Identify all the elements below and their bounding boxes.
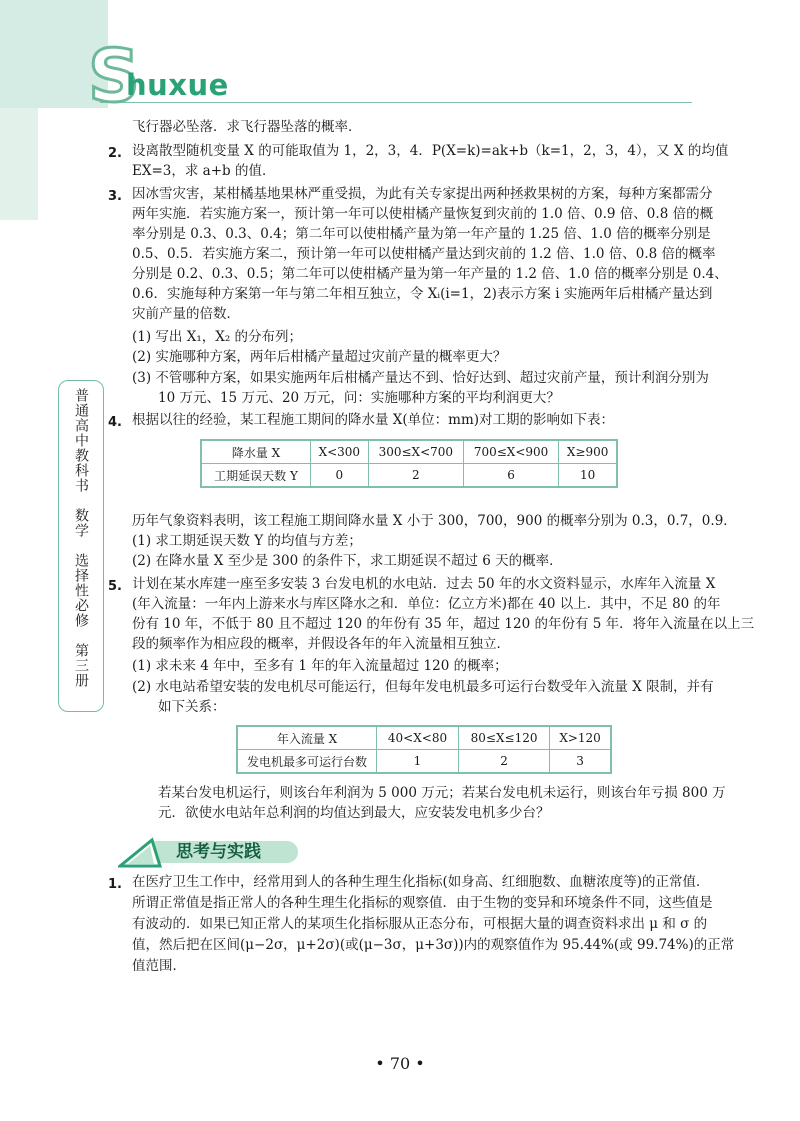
problem-number: 5. [108,579,122,594]
table-cell: 0 [311,464,369,488]
side-tab-label: 普通高中教科书 数学 选择性必修 第三册 [73,388,89,688]
problem-number: 3. [108,189,122,204]
table-row [237,750,611,774]
text-line: (2) 在降水量 X 至少是 300 的条件下，求工期延误不超过 6 天的概率． [132,553,563,569]
table-cell: X≥900 [559,440,617,464]
logo-text: huxue [126,68,229,102]
table-cell: 3 [550,750,611,774]
text-line: 根据以往的经验，某工程施工期间的降水量 X(单位：mm)对工期的影响如下表： [132,412,615,428]
table-cell: 年入流量 X [237,726,377,750]
table-cell: X>120 [550,726,611,750]
logo-letter-s: S [88,34,140,118]
text-line: 0.5、0.5．若实施方案二，预计第一年可以使柑橘产量达到灾前的 1.2 倍、1.0 倍、0.8 倍的概率 [132,246,716,262]
text-line: 若某台发电机运行，则该台年利润为 5 000 万元；若某台发电机未运行，则该台年亏损 800 万 [158,785,726,801]
text-line: 如下关系： [158,699,226,715]
table-cell: X<300 [311,440,369,464]
table-row [237,726,611,750]
table-cell: 1 [377,750,459,774]
table-row [201,440,617,464]
table-cell: 发电机最多可运行台数 [237,750,377,774]
text-line: (2) 实施哪种方案，两年后柑橘产量超过灾前产量的概率更大？ [132,349,507,365]
text-line: 两年实施．若实施方案一，预计第一年可以使柑橘产量恢复到灾前的 1.0 倍、0.9 倍、0.8 倍的概 [132,206,714,222]
table-cell: 10 [559,464,617,488]
table-cell: 6 [463,464,558,488]
table-cell: 700≤X<900 [463,440,558,464]
text-line: 10 万元、15 万元、20 万元，问：实施哪种方案的平均利润更大？ [158,390,560,406]
text-line: (1) 求未来 4 年中，至多有 1 年的年入流量超过 120 的概率； [132,658,508,674]
text-line: 所谓正常值是指正常人的各种生理生化指标的观察值．由于生物的变异和环境条件不同，这些值是 [132,895,713,911]
table-row [201,464,617,488]
text-line: 灾前产量的倍数． [132,306,240,322]
page-number: • 70 • [375,1054,425,1073]
header-rule [100,102,692,103]
text-line: 历年气象资料表明，该工程施工期间降水量 X 小于 300，700，900 的概率分别为 0.3，0.7，0.9． [132,513,737,529]
problem-number: 4. [108,415,122,430]
text-line: 因冰雪灾害，某柑橘基地果林严重受损，为此有关专家提出两种拯救果树的方案，每种方案都需分 [132,186,713,202]
text-line: (2) 水电站希望安装的发电机尽可能运行，但每年发电机最多可运行台数受年入流量 X 限制，并有 [132,679,714,695]
problem-number: 1. [108,877,122,892]
table-cell: 80≤X≤120 [458,726,549,750]
text-line: 有波动的．如果已知正常人的某项生化指标服从正态分布，可根据大量的调查资料求出 μ 和 σ 的 [132,916,708,932]
text-line: 分别是 0.2、0.3、0.5；第二年可以使柑橘产量为第一年产量的 1.2 倍、1.0 倍的概率分别是 0.4、 [132,266,728,282]
text-line: 值，然后把在区间(μ−2σ，μ+2σ)(或(μ−3σ，μ+3σ))内的观察值作为 95.44%(或 99.74%)的正常 [132,937,735,953]
table-cell: 降水量 X [201,440,311,464]
text-line: 元．欲使水电站年总利润的均值达到最大，应安装发电机多少台？ [158,805,550,821]
table-cell: 300≤X<700 [368,440,463,464]
text-line: 飞行器必坠落．求飞行器坠落的概率． [132,119,362,135]
rainfall-delay-table [200,439,618,488]
table-cell: 40<X<80 [377,726,459,750]
text-line: (1) 求工期延误天数 Y 的均值与方差； [132,533,362,549]
section-title: 思考与实践 [176,842,261,862]
text-line: 份有 10 年，不低于 80 且不超过 120 的年份有 35 年，超过 120 的年份有 5 年．将年入流量在以上三 [132,616,755,632]
text-line: EX=3，求 a+b 的值． [132,163,276,179]
text-line: 在医疗卫生工作中，经常用到人的各种生理生化指标(如身高、红细胞数、血糖浓度等)的正常值． [132,874,710,890]
text-line: 0.6．实施每种方案第一年与第二年相互独立，令 Xᵢ(i=1，2)表示方案 i 实施两年后柑橘产量达到 [132,286,713,302]
table-cell: 工期延误天数 Y [201,464,311,488]
text-line: 段的频率作为相应段的概率，并假设各年的年入流量相互独立． [132,636,510,652]
table-cell: 2 [368,464,463,488]
table-cell: 2 [458,750,549,774]
text-line: 计划在某水库建一座至多安装 3 台发电机的水电站．过去 50 年的水文资料显示，水库年入流量 X [132,576,716,592]
generator-capacity-table [236,725,612,774]
text-line: (年入流量：一年内上游来水与库区降水之和．单位：亿立方米)都在 40 以上．其中，不足 80 的年 [132,596,721,612]
text-line: (3) 不管哪种方案，如果实施两年后柑橘产量达不到、恰好达到、超过灾前产量，预计利润分别为 [132,370,709,386]
text-line: (1) 写出 X₁，X₂ 的分布列； [132,329,303,345]
text-line: 率分别是 0.3、0.3、0.4；第二年可以使柑橘产量为第一年产量的 1.25 倍、1.0 倍的概率分别是 [132,226,711,242]
text-line: 设离散型随机变量 X 的可能取值为 1，2，3，4．P(X=k)=ak+b（k=1，2，3，4），又 X 的均值 [132,143,729,159]
text-line: 值范围． [132,958,186,974]
problem-number: 2. [108,146,122,161]
